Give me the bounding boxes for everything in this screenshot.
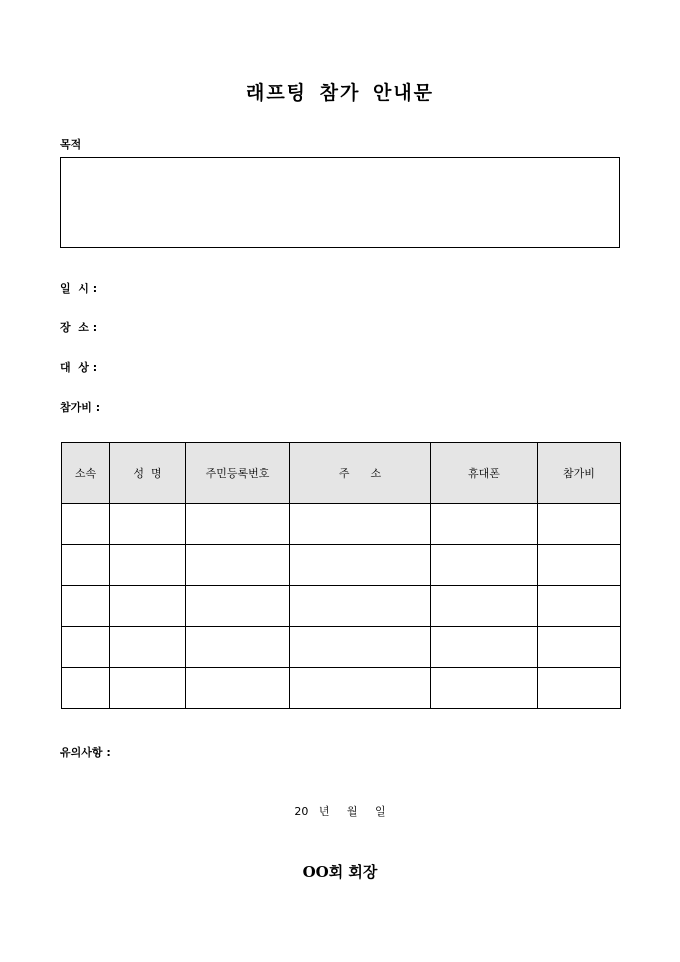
table-cell[interactable] — [431, 545, 538, 586]
table-cell[interactable] — [431, 586, 538, 627]
table-cell[interactable] — [110, 586, 186, 627]
table-cell[interactable] — [186, 545, 290, 586]
header-address: 주 소 — [290, 443, 431, 504]
table-cell[interactable] — [186, 627, 290, 668]
header-affiliation: 소속 — [62, 443, 110, 504]
table-cell[interactable] — [538, 504, 621, 545]
header-name: 성 명 — [110, 443, 186, 504]
document-title: 래프팅 참가 안내문 — [245, 82, 435, 104]
table-cell[interactable] — [538, 545, 621, 586]
purpose-label: 목적 — [60, 138, 82, 151]
header-phone: 휴대폰 — [431, 443, 538, 504]
table-header-row — [62, 443, 621, 504]
table-cell[interactable] — [186, 504, 290, 545]
notes-label: 유의사항 : — [60, 746, 111, 759]
table-cell[interactable] — [62, 586, 110, 627]
table-row — [62, 668, 621, 709]
table-cell[interactable] — [62, 545, 110, 586]
table-cell[interactable] — [290, 504, 431, 545]
table-cell[interactable] — [110, 627, 186, 668]
table-row — [62, 586, 621, 627]
table-cell[interactable] — [290, 668, 431, 709]
info-row-location: 장 소 : — [60, 321, 98, 334]
info-row-target: 대 상 : — [60, 361, 98, 374]
signature: OO회 회장 — [302, 863, 378, 881]
header-fee: 참가비 — [538, 443, 621, 504]
info-row-fee: 참가비 : — [60, 401, 101, 414]
table-cell[interactable] — [431, 504, 538, 545]
table-cell[interactable] — [186, 668, 290, 709]
table-body — [62, 504, 621, 709]
table-cell[interactable] — [186, 586, 290, 627]
table-row — [62, 627, 621, 668]
info-row-datetime: 일 시 : — [60, 282, 98, 295]
table-cell[interactable] — [290, 586, 431, 627]
table-cell[interactable] — [431, 627, 538, 668]
table-cell[interactable] — [62, 627, 110, 668]
date-line: 20 년 월 일 — [294, 805, 386, 818]
table-cell[interactable] — [538, 627, 621, 668]
table-cell[interactable] — [290, 545, 431, 586]
table-cell[interactable] — [110, 504, 186, 545]
purpose-box[interactable] — [60, 157, 620, 248]
table-cell[interactable] — [110, 545, 186, 586]
table-row — [62, 504, 621, 545]
table-cell[interactable] — [110, 668, 186, 709]
table-cell[interactable] — [62, 668, 110, 709]
table-cell[interactable] — [290, 627, 431, 668]
table-cell[interactable] — [538, 586, 621, 627]
table-cell[interactable] — [62, 504, 110, 545]
header-resident-number: 주민등록번호 — [186, 443, 290, 504]
table-cell[interactable] — [538, 668, 621, 709]
participant-table — [61, 442, 621, 709]
table-row — [62, 545, 621, 586]
table-cell[interactable] — [431, 668, 538, 709]
